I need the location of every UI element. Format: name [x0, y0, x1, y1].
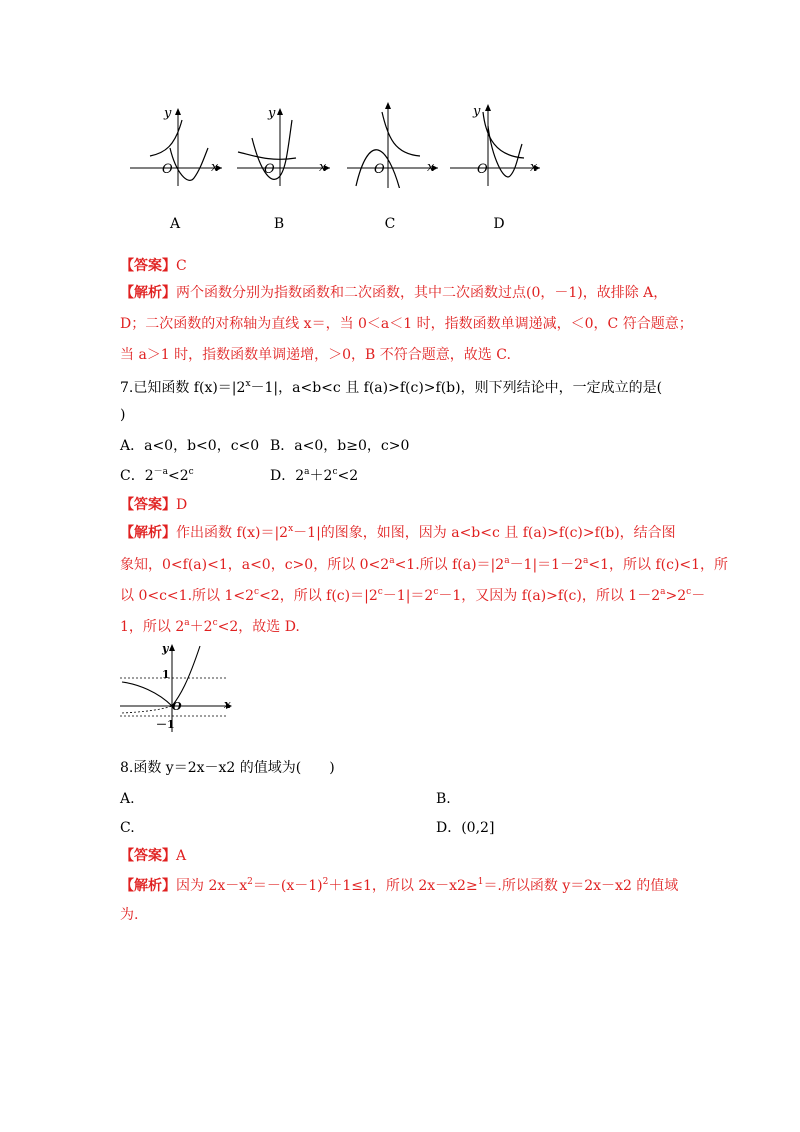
- q8-option-a: A.: [120, 791, 135, 807]
- graph-b-caption: B: [273, 216, 285, 232]
- graph-d-origin: O: [477, 162, 488, 177]
- graph-a-y-label: y: [164, 106, 172, 121]
- analysis-label: 【解析】: [120, 285, 176, 301]
- graph-d-y-label: y: [473, 104, 481, 119]
- analysis-sup: a: [389, 556, 395, 566]
- q7-answer: [120, 495, 187, 515]
- option-sup: c: [188, 467, 194, 477]
- q6-analysis-line-1: [120, 283, 667, 303]
- analysis-text: <2，所以 f(c)＝|2: [259, 588, 378, 604]
- graph-c-origin: O: [374, 162, 385, 177]
- q7-graph-origin: O: [172, 700, 182, 713]
- answer-label: 【答案】: [120, 497, 176, 513]
- q8-option-c: C.: [120, 820, 135, 836]
- analysis-sup: 2: [322, 877, 329, 887]
- q7-analysis-line-3: [120, 586, 705, 606]
- q6-answer: [120, 256, 187, 276]
- analysis-text: ＋2: [189, 619, 213, 635]
- graph-c-caption: C: [384, 216, 396, 232]
- stem-sup: x: [245, 379, 251, 389]
- analysis-text: <1.所以 f(a)＝|2: [394, 557, 505, 573]
- stem-text: －1|，a<b<c 且 f(a)>f(c)>f(b)，则下列结论中，一定成立的是(: [250, 380, 663, 396]
- graph-b: [237, 108, 330, 186]
- analysis-text: ＋1≤1，所以 2x－x2≥: [328, 878, 478, 894]
- option-sup: －a: [153, 467, 168, 477]
- answer-label: 【答案】: [120, 848, 176, 864]
- q6-analysis-line-2: D；二次函数的对称轴为直线 x＝，当 0＜a＜1 时，指数函数单调递减，＜0，C 符合题意；: [120, 316, 693, 332]
- q7-analysis-line-4: [120, 617, 300, 637]
- analysis-sup: c: [686, 587, 692, 597]
- q7-option-a: A．a<0，b<0，c<0: [120, 438, 260, 454]
- q7-stem: [120, 378, 662, 398]
- option-sup: c: [332, 467, 338, 477]
- graph-b-origin: O: [264, 162, 275, 177]
- q7-graph-x-label: x: [224, 698, 231, 711]
- analysis-sup: 2: [247, 877, 253, 887]
- analysis-label: 【解析】: [120, 525, 176, 541]
- analysis-text: 作出函数 f(x)＝|2: [176, 525, 289, 541]
- analysis-text: <2，故选 D.: [217, 619, 300, 635]
- analysis-sup: c: [254, 587, 260, 597]
- q7-graph-neg-one: －1: [156, 718, 175, 731]
- q7-graph: [118, 642, 238, 734]
- answer-value: C: [176, 258, 187, 274]
- analysis-text: －1|的图象，如图，因为 a<b<c 且 f(a)>f(c)>f(b)，结合图: [293, 525, 676, 541]
- analysis-sup: a: [184, 618, 190, 628]
- option-text: D．2: [270, 468, 305, 484]
- analysis-sup: a: [504, 556, 510, 566]
- answer-label: 【答案】: [120, 258, 176, 274]
- analysis-text: 以 0<c<1.所以 1<2: [120, 588, 255, 604]
- q7-analysis-line-1: [120, 523, 676, 543]
- analysis-text: －: [691, 588, 706, 604]
- answer-value: D: [176, 497, 188, 513]
- graph-b-x-label: x: [319, 160, 327, 175]
- q8-option-d: D．(0,2]: [436, 820, 495, 836]
- analysis-text: 两个函数分别为指数函数和二次函数，其中二次函数过点(0，－1)，故排除 A，: [176, 285, 668, 301]
- analysis-text: 1，所以 2: [120, 619, 185, 635]
- analysis-text: 因为 2x－x: [176, 878, 248, 894]
- analysis-text: >2: [665, 588, 687, 604]
- option-text: C．2: [120, 468, 154, 484]
- q8-analysis-line-2: 为.: [120, 907, 139, 923]
- graph-c-x-label: x: [427, 160, 435, 175]
- graph-d: [450, 104, 540, 186]
- q7-stem-line-2: ): [120, 407, 126, 423]
- analysis-text: ＝.所以函数 y＝2x－x2 的值域: [483, 878, 679, 894]
- analysis-sup: x: [288, 524, 294, 534]
- analysis-sup: 1: [477, 877, 484, 887]
- stem-text: 7.已知函数 f(x)＝|2: [120, 380, 246, 396]
- analysis-sup: c: [212, 618, 218, 628]
- q8-analysis-line-1: [120, 876, 678, 896]
- graph-a-origin: O: [162, 162, 173, 177]
- option-text: <2: [168, 468, 189, 484]
- analysis-text: <1，所以 f(c)<1，所: [588, 557, 729, 573]
- analysis-text: －1|＝1－2: [509, 557, 584, 573]
- q7-analysis-line-2: [120, 555, 728, 575]
- graph-b-y-label: y: [268, 106, 276, 121]
- q7-option-d: [270, 466, 358, 486]
- q6-analysis-line-3: 当 a＞1 时，指数函数单调递增，＞0，B 不符合题意，故选 C.: [120, 347, 511, 363]
- analysis-label: 【解析】: [120, 878, 176, 894]
- q7-graph-y-label: y: [162, 642, 169, 655]
- option-text: ＋2: [309, 468, 333, 484]
- analysis-text: ＝－(x－1): [252, 878, 323, 894]
- graph-a-x-label: x: [211, 160, 219, 175]
- graph-c: [347, 102, 438, 188]
- graph-a-caption: A: [169, 216, 181, 232]
- graph-d-caption: D: [493, 216, 505, 232]
- analysis-text: －1，又因为 f(a)>f(c)，所以 1－2: [438, 588, 661, 604]
- analysis-text: 象知，0<f(a)<1，a<0，c>0，所以 0<2: [120, 557, 390, 573]
- q7-graph-one: 1: [162, 668, 170, 681]
- q8-option-b: B.: [436, 791, 451, 807]
- q7-option-b: B．a<0，b≥0，c>0: [270, 438, 410, 454]
- graph-a: [130, 108, 222, 186]
- answer-value: A: [176, 848, 187, 864]
- q8-answer: [120, 846, 186, 866]
- analysis-sup: c: [433, 587, 439, 597]
- option-text: <2: [337, 468, 359, 484]
- q7-option-c: [120, 466, 194, 486]
- analysis-sup: a: [660, 587, 666, 597]
- analysis-sup: c: [377, 587, 383, 597]
- analysis-text: －1|＝2: [382, 588, 434, 604]
- q8-stem: 8.函数 y＝2x－x2 的值域为( ): [120, 760, 335, 776]
- graph-d-x-label: x: [530, 160, 538, 175]
- analysis-sup: a: [583, 556, 589, 566]
- option-sup: a: [304, 467, 310, 477]
